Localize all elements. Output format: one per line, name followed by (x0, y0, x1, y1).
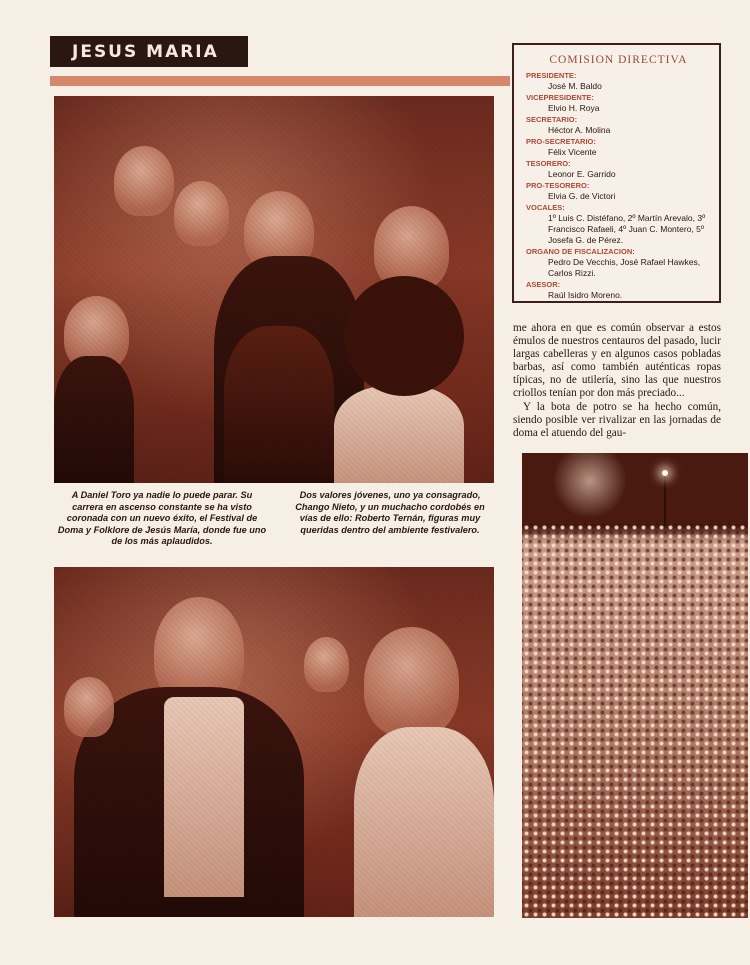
photo-daniel-toro-autographs (54, 96, 494, 483)
member-name: Félix Vicente (548, 147, 597, 157)
role-label: PRESIDENTE: (526, 71, 577, 80)
section-title: JESUS MARIA (50, 36, 248, 67)
member-name: Leonor E. Garrido (548, 169, 616, 179)
role-label: TESORERO: (526, 159, 571, 168)
role-label: PRO-TESORERO: (526, 181, 590, 190)
article-text (513, 322, 721, 440)
member-name: Elvio H. Roya (548, 103, 600, 113)
member-name: Pedro De Vecchis, José Rafael Hawkes, Carlos Rizzi. (548, 257, 701, 278)
commission-entry (526, 181, 711, 202)
article-paragraph: Y la bota de potro se ha hecho común, siendo posible ver rivalizar en las jornadas de doma el atuendo del gau- (513, 400, 721, 439)
commission-entry (526, 71, 711, 92)
member-name: Héctor A. Molina (548, 125, 611, 135)
article-paragraph: me ahora en que es común observar a estos émulos de nuestros centauros del pasado, lucir largas cabelleras y en algunos casos pobladas barbas, así como también auténticas ropas típicas, no de utilería, sino las que nuestros criollos tenían por don más preciado... (513, 322, 721, 400)
commission-entry (526, 159, 711, 180)
caption-daniel-toro: A Daniel Toro ya nadie lo puede parar. Su carrera en ascenso constante se ha visto coronada con un nuevo éxito, el Festival de Doma y Folklore de Jesús María, donde fue uno de los más aplaudidos. (57, 490, 267, 547)
commission-entry (526, 137, 711, 158)
role-label: VICEPRESIDENTE: (526, 93, 594, 102)
photo-festival-crowd (522, 453, 748, 918)
commission-entry (526, 280, 711, 301)
commission-title: COMISION DIRECTIVA (549, 54, 688, 66)
street-lamp-pole (664, 476, 666, 526)
member-name: Raúl Isidro Moreno. (548, 290, 623, 300)
role-label: PRO-SECRETARIO: (526, 137, 596, 146)
member-name: Elvia G. de Victori (548, 191, 616, 201)
commission-entry (526, 203, 711, 246)
member-name: José M. Baldo (548, 81, 602, 91)
caption-nieto-ternan: Dos valores jóvenes, uno ya consagrado, Chango Nieto, y un muchacho cordobés en vías de ello: Roberto Ternán, figuras muy queridas dentro del ambiente festivalero. (295, 490, 485, 535)
member-name: 1º Luis C. Distéfano, 2º Martín Arevalo, 3º Francisco Rafaeli, 4º Juan C. Montero, 5º Josefa G. de Pérez. (548, 213, 706, 245)
commission-entry (526, 115, 711, 136)
commission-entry (526, 93, 711, 114)
commission-entry (526, 247, 711, 279)
role-label: VOCALES: (526, 203, 565, 212)
street-lamp-light (662, 470, 668, 476)
role-label: ASESOR: (526, 280, 561, 289)
role-label: ORGANO DE FISCALIZACION: (526, 247, 635, 256)
role-label: SECRETARIO: (526, 115, 578, 124)
commission-box (512, 43, 721, 303)
photo-nieto-ternan (54, 567, 494, 917)
header-rule (50, 76, 510, 86)
